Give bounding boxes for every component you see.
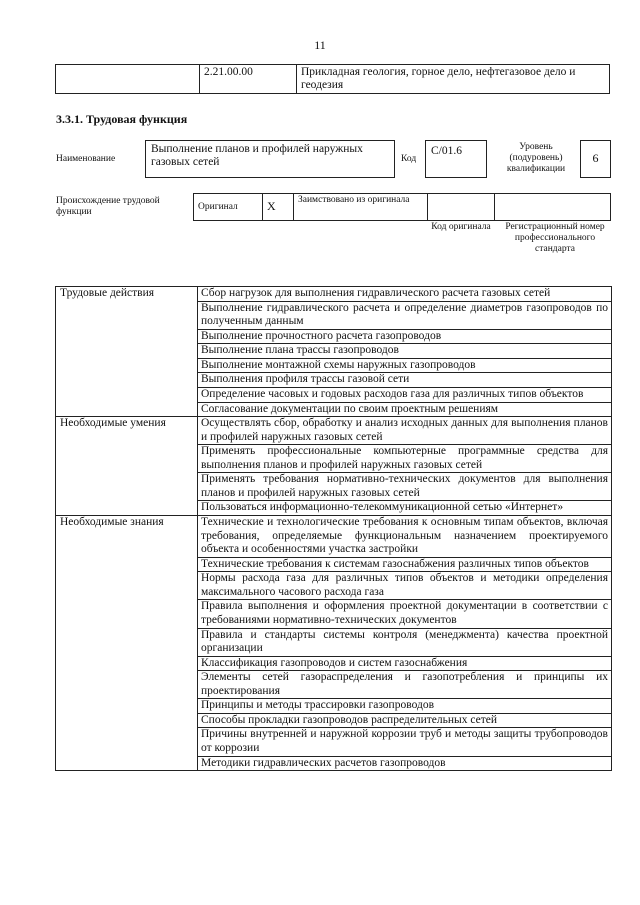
reg-number-caption: Регистрационный номер профессионального стандарта — [505, 222, 605, 254]
requirement-item: Применять профессиональные компьютерные программные средства для выполнения планов и профилей наружных газовых сетей — [198, 445, 612, 473]
page-number: 11 — [314, 38, 326, 52]
function-details-table — [55, 286, 612, 771]
requirement-item: Выполнение прочностного расчета газопроводов — [198, 329, 612, 344]
requirement-item: Согласование документации по своим проектным решениям — [198, 402, 612, 417]
reg-number-cell — [495, 194, 611, 221]
requirement-item: Выполнение монтажной схемы наружных газопроводов — [198, 358, 612, 373]
requirement-item: Классификация газопроводов и систем газоснабжения — [198, 656, 612, 671]
code-original-caption: Код оригинала — [431, 222, 491, 232]
requirement-item: Правила выполнения и оформления проектной документации в соответствии с требованиями нормативно-технических документов — [198, 600, 612, 628]
requirement-item: Выполнения профиля трассы газовой сети — [198, 373, 612, 388]
code-original-cell — [428, 194, 495, 221]
category-label: Необходимые знания — [56, 516, 198, 771]
origin-table — [193, 193, 611, 221]
category-label: Трудовые действия — [56, 287, 198, 417]
code-label: Код — [401, 154, 417, 164]
requirement-item: Нормы расхода газа для различных типов объектов и методики определения максимального часового расхода газа — [198, 572, 612, 600]
requirement-item: Технические требования к системам газоснабжения различных типов объектов — [198, 557, 612, 572]
requirement-item: Принципы и методы трассировки газопроводов — [198, 699, 612, 714]
requirement-item: Применять требования нормативно-технических документов для выполнения планов и профилей наружных газовых сетей — [198, 473, 612, 501]
borrowed-label: Заимствовано из оригинала — [294, 194, 428, 221]
function-name: Выполнение планов и профилей наружных газовых сетей — [145, 140, 395, 178]
requirement-item: Причины внутренней и наружной коррозии труб и методы защиты трубопроводов от коррозии — [198, 728, 612, 756]
category-label: Необходимые умения — [56, 417, 198, 516]
section-heading: 3.3.1. Трудовая функция — [56, 112, 188, 126]
requirement-item: Элементы сетей газораспределения и газопотребления и принципы их проектирования — [198, 671, 612, 699]
table-row — [56, 516, 612, 558]
requirement-item: Сбор нагрузок для выполнения гидравлического расчета газовых сетей — [198, 287, 612, 302]
level-value: 6 — [580, 140, 611, 178]
requirement-item: Правила и стандарты системы контроля (менеджмента) качества проектной организации — [198, 628, 612, 656]
requirement-item: Выполнение плана трассы газопроводов — [198, 344, 612, 359]
requirement-item: Технические и технологические требования к основным типам объектов, включая требования, определяемые функциональным назначением проектируемого объекта и особенностями участка застройки — [198, 516, 612, 558]
requirement-item: Пользоваться информационно-телекоммуникационной сетью «Интернет» — [198, 501, 612, 516]
origin-label: Происхождение трудовой функции — [56, 196, 160, 217]
requirement-item: Осуществлять сбор, обработку и анализ исходных данных для выполнения планов и профилей наружных газовых сетей — [198, 417, 612, 445]
table-row — [56, 287, 612, 302]
specialty-description: Прикладная геология, горное дело, нефтегазовое дело и геодезия — [297, 65, 610, 94]
name-label: Наименование — [56, 154, 116, 164]
specialty-code: 2.21.00.00 — [200, 65, 297, 94]
level-label: Уровень (подуровень) квалификации — [506, 142, 566, 174]
requirement-item: Методики гидравлических расчетов газопроводов — [198, 756, 612, 771]
original-label: Оригинал — [194, 194, 263, 221]
requirement-item: Определение часовых и годовых расходов газа для различных типов объектов — [198, 387, 612, 402]
empty-cell — [56, 65, 200, 94]
requirement-item: Способы прокладки газопроводов распределительных сетей — [198, 713, 612, 728]
education-code-table — [55, 64, 610, 94]
original-mark: X — [263, 194, 294, 221]
table-row — [56, 417, 612, 445]
requirement-item: Выполнение гидравлического расчета и определение диаметров газопроводов по полученным данным — [198, 301, 612, 329]
function-code: C/01.6 — [425, 140, 487, 178]
